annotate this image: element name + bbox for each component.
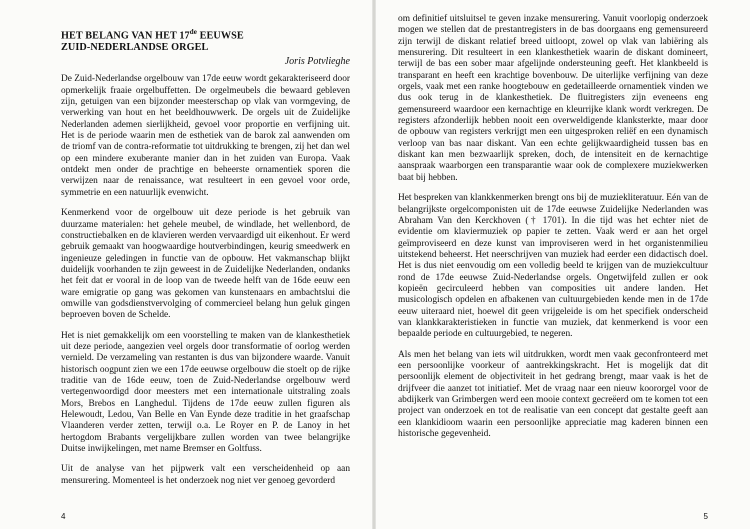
page-number: 4 [61,512,66,521]
paragraph: Het is niet gemakkelijk om een voorstelling te maken van de klankesthetiek uit deze periode, aangezien veel orgels door transformatie of oorlog werden vernield. De verzameling van restanten is dus van bijzondere waarde. Vanuit historisch oogpunt zien we een 17de eeuwse orgelbouw die stoelt op de rijke traditie van de 16de eeuw, toen de Zuid-Nederlandse orgelbouw werd vertegenwoordigd door meesters met een internationale uitstraling zoals Mors, Brebos en Langhedul. Tijdens de 17de eeuw zullen figuren als Helewoudt, Ledou, Van Belle en Van Eynde deze traditie in het graafschap Vlaanderen verder zetten, terwijl o.a. Le Royer en P. de Lanoy in het hertogdom Brabants vergelijkbare zullen worden van twee belangrijke Duitse inwijkelingen, met name Bremser en Goltfuss. [61,330,350,455]
page-number: 5 [703,512,708,521]
paragraph: om definitief uitsluitsel te geven inzake mensurering. Vanuit voorlopig onderzoek mogen we stellen dat de prestantregisters in de bas doorgaans eng gemensureerd zijn terwijl de diskant relatief breed uitloopt, zowel op vlak van labiëring als mensurering. Dit resulteert in een klankesthetiek waarin de diskant domineert, terwijl de bas een sober maar afgelijnde ondersteuning geeft. Het klankbeeld is transparant en heeft een krachtige bovenbouw. De uiterlijke verfijning van deze orgels, vaak met een ranke hoogtebouw en gedetailleerde ornamentiek vinden we dus ook terug in de klankesthetiek. De fluitregisters zijn eveneens eng gemensureerd waardoor een kernachtige en kleurrijke klank wordt verkregen. De registers afzonderlijk hebben nooit een overweldigende klanksterkte, maar door de opbouw van registers verkrijgt men een uitgesproken reliëf en een dynamisch verloop van bas naar diskant. Van een echte gelijkwaardigheid tussen bas en diskant kan men bezwaarlijk spreken, doch, de intensiteit en de kernachtige aanspraak waarborgen een transparantie waar ook de complexere muziekwerken baat bij hebben. [398,14,708,183]
ordinal-superscript: de [189,28,197,36]
paragraph: Het bespreken van klankkenmerken brengt ons bij de muziekliteratuur. Eén van de belangrijkste orgelcomponisten uit de 17de eeuwse Zuidelijke Nederlanden was Abraham Van den Kerckhoven († 1701). In die tijd was het echter niet de evidentie om klaviermuziek op papier te zetten. Vaak werd er aan het orgel geïmproviseerd en deze kunst van improviseren werd in het organistenmilieu uitstekend beheerst. Het neerschrijven van muziek had eerder een didactisch doel. Het is dus niet eenvoudig om een volledig beeld te krijgen van de muziekcultuur rond de 17de eeuwse Zuid-Nederlandse orgels. Ongetwijfeld zullen er ook kopieën gecirculeerd hebben van composities uit andere landen. Het musicologisch opdelen en afbakenen van cultuurgebieden kende men in de 17de eeuw uiteraard niet, hoewel dit geen vrijgeleide is om het specifiek onderscheid van klankkarakteristieken in functie van muziek, dat kenmerkend is voor een bepaalde periode en cultuurgebied, te negeren. [398,193,708,340]
title-line-1: HET BELANG VAN HET 17de EEUWSE [61,28,244,42]
article-title [61,26,350,54]
paragraph: Als men het belang van iets wil uitdrukken, wordt men vaak geconfronteerd met een persoonlijke voorkeur of aantrekkingskracht. Het is mogelijk dat dit persoonlijk element de objectiviteit in het gedrang brengt, maar vaak is het de drijfveer die aanzet tot initiatief. Met de vraag naar een nieuw koororgel voor de abdijkerk van Grimbergen werd een mooie context gecreëerd om te komen tot een project van onderzoek en tot de realisatie van een concept dat gestalte geeft aan een klankidioom waarin een persoonlijke appreciatie mag kaderen binnen een historische gegevenheid. [398,349,708,440]
paragraph: De Zuid-Nederlandse orgelbouw van 17de eeuw wordt gekarakteriseerd door opmerkelijk fraaie orgelbuffetten. De orgelmeubels die bewaard gebleven zijn, getuigen van een bijzonder meesterschap op vlak van vormgeving, de verwerking van hout en het beeldhouwwerk. De orgels uit de Zuidelijke Nederlanden ademen sierlijkheid, gevoel voor proportie en verfijning uit. Het is de periode waarin men de esthetiek van de barok zal aanwenden om de triomf van de contra-reformatie tot uitdrukking te brengen, zij het dan wel op een mindere exuberante manier dan in het zuiden van Europa. Vaak ontdekt men onder de prachtige en beheerste ornamentiek sporen die verwijzen naar de renaissance, wat resulteert in een gevoel voor orde, symmetrie en een natuurlijk evenwicht. [61,74,350,198]
left-page [0,0,372,529]
title-line-2: ZUID-NEDERLANDSE ORGEL [61,42,209,54]
paragraph: Uit de analyse van het pijpwerk valt een verscheidenheid op aan mensurering. Momenteel is het onderzoek nog niet ver genoeg gevorderd [61,464,350,486]
right-page [376,0,750,529]
paragraph: Kenmerkend voor de orgelbouw uit deze periode is het gebruik van duurzame materialen: het gehele meubel, de windlade, het wellenbord, de constructiebalken en de klavieren werden vervaardigd uit eikenhout. Er werd gebruik gemaakt van hoogwaardige houtverbindingen, keurig smeedwerk en ingenieuze geledingen in functie van de opbouw. Het vakmanschap blijkt duidelijk voorhanden te zijn geweest in de Zuidelijke Nederlanden, ondanks het feit dat er vooral in de loop van de tweede helft van de 16de eeuw een ware emigratie op gang was gekomen van kunstenaars en ambachtslui die omwille van godsdienstvervolging of commercieel belang hun geluk gingen beproeven boven de Schelde. [61,208,350,321]
author-name: Joris Potvlieghe [284,56,350,68]
